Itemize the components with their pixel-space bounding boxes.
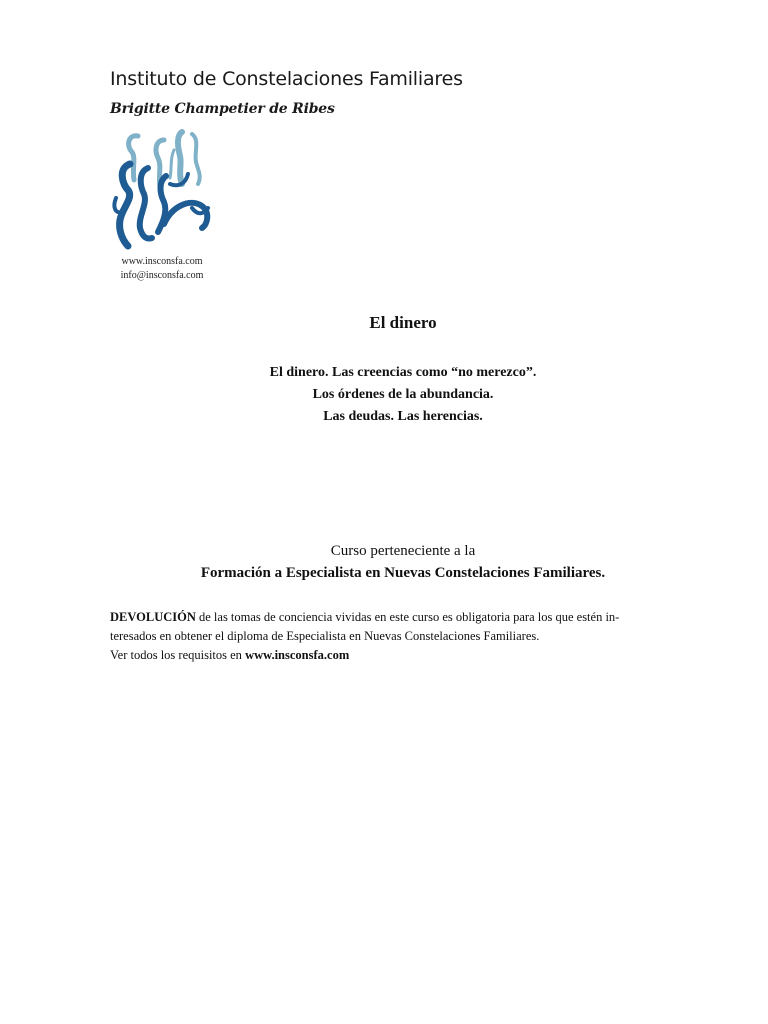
return-note	[110, 608, 700, 665]
note-text-line2: teresados en obtener el diploma de Especialista en Nuevas Constelaciones Familiares.	[110, 629, 540, 643]
topic-line: El dinero. Las creencias como “no merezco”.	[269, 365, 537, 380]
note-keyword: DEVOLUCIÓN	[110, 610, 196, 624]
email-link[interactable]: info@insconsfa.com	[120, 270, 204, 281]
topic-line: Los órdenes de la abundancia.	[312, 387, 494, 402]
topic-line: Las deudas. Las herencias.	[323, 409, 483, 424]
contact-block	[112, 255, 212, 283]
course-program: Formación a Especialista en Nuevas Constelaciones Familiares.	[200, 565, 606, 581]
course-block	[0, 540, 768, 584]
requirements-link[interactable]: www.insconsfa.com	[245, 648, 350, 662]
institute-logo	[108, 128, 218, 252]
website-link[interactable]: www.insconsfa.com	[121, 256, 203, 267]
author-name: Brigitte Champetier de Ribes	[110, 101, 335, 117]
document-title: El dinero	[369, 313, 437, 332]
figures-logo-icon	[108, 128, 218, 252]
topics-block	[0, 362, 768, 428]
institute-title: Instituto de Constelaciones Familiares	[110, 68, 463, 90]
requirements-prefix: Ver todos los requisitos en	[110, 648, 246, 662]
note-text-line1: de las tomas de conciencia vividas en este curso es obligatoria para los que estén in-	[195, 610, 620, 624]
course-intro: Curso perteneciente a la	[330, 543, 476, 559]
